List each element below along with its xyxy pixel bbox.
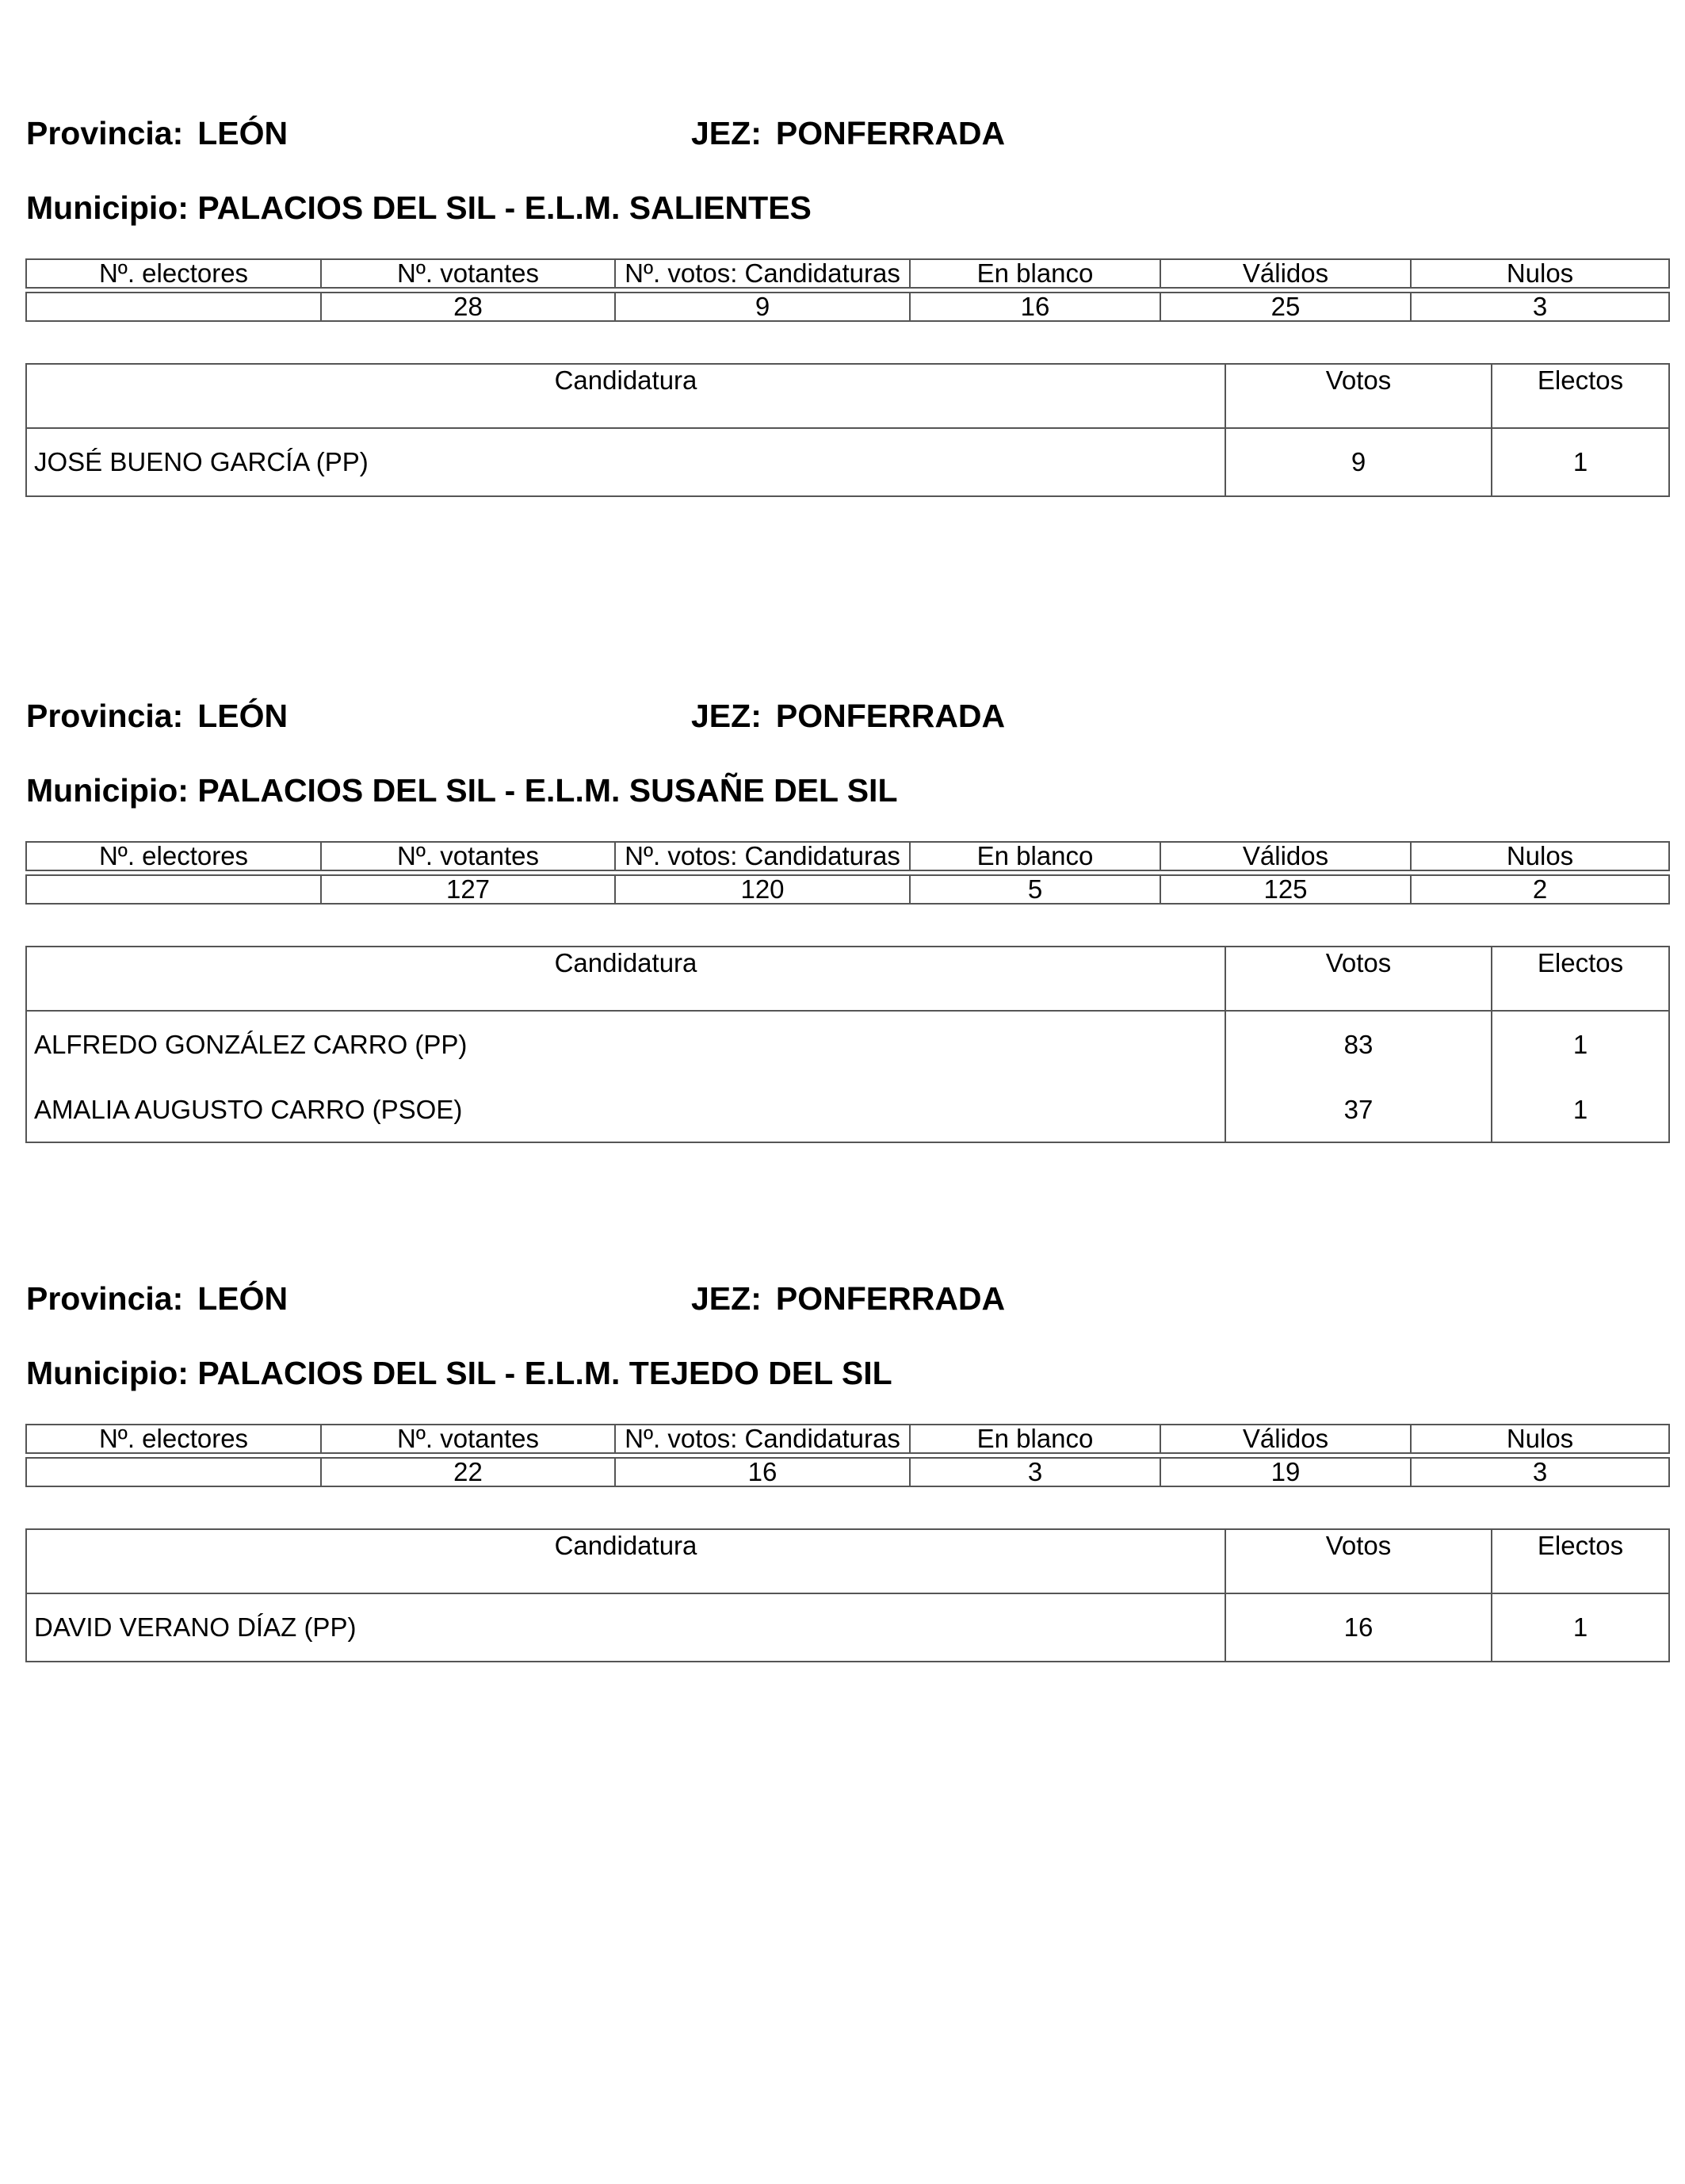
stats-header-votos-candidaturas: Nº. votos: Candidaturas <box>615 1425 910 1453</box>
stats-value-row <box>26 1458 1669 1486</box>
stats-value-nulos: 3 <box>1411 1458 1669 1486</box>
stats-header-en-blanco: En blanco <box>910 842 1160 870</box>
candidate-electos: 1 <box>1492 1078 1669 1142</box>
candidate-name: ALFREDO GONZÁLEZ CARRO (PP) <box>26 1011 1225 1078</box>
jez-value: PONFERRADA <box>775 115 1006 151</box>
results-section-2 <box>0 583 1685 1124</box>
candidates-header-row <box>26 947 1669 1011</box>
municipio-line <box>26 189 812 227</box>
stats-header-votantes: Nº. votantes <box>321 842 615 870</box>
municipio-label: Municipio: <box>26 772 189 809</box>
stats-header-electores: Nº. electores <box>26 259 321 288</box>
stats-header-en-blanco: En blanco <box>910 259 1160 288</box>
stats-value-en-blanco: 3 <box>910 1458 1160 1486</box>
municipio-line <box>26 1354 892 1392</box>
candidates-header-votos: Votos <box>1225 364 1492 428</box>
candidate-name: DAVID VERANO DÍAZ (PP) <box>26 1593 1225 1662</box>
stats-header-nulos: Nulos <box>1411 259 1669 288</box>
candidate-votos: 9 <box>1225 428 1492 496</box>
candidate-name: JOSÉ BUENO GARCÍA (PP) <box>26 428 1225 496</box>
stats-value-votantes: 28 <box>321 293 615 321</box>
results-section-1 <box>0 0 1685 507</box>
provincia-label: Provincia: <box>26 698 184 734</box>
provincia-line <box>26 1279 288 1318</box>
candidate-electos: 1 <box>1492 428 1669 496</box>
stats-table <box>25 841 1670 905</box>
stats-header-row <box>26 259 1669 288</box>
candidate-row <box>26 1593 1669 1662</box>
candidates-header-votos: Votos <box>1225 947 1492 1011</box>
candidates-header-candidatura: Candidatura <box>26 947 1225 1011</box>
stats-value-validos: 19 <box>1160 1458 1411 1486</box>
jez-value: PONFERRADA <box>775 698 1006 734</box>
stats-value-electores <box>26 1458 321 1486</box>
municipio-line <box>26 771 898 809</box>
provincia-line <box>26 697 288 735</box>
stats-table <box>25 258 1670 322</box>
stats-value-votos-candidaturas: 9 <box>615 293 910 321</box>
stats-header-votantes: Nº. votantes <box>321 1425 615 1453</box>
candidates-header-electos: Electos <box>1492 364 1669 428</box>
stats-header-nulos: Nulos <box>1411 1425 1669 1453</box>
candidate-row <box>26 428 1669 496</box>
stats-header-nulos: Nulos <box>1411 842 1669 870</box>
stats-value-en-blanco: 5 <box>910 875 1160 904</box>
municipio-value: PALACIOS DEL SIL - E.L.M. SUSAÑE DEL SIL <box>197 772 898 809</box>
candidates-table <box>25 363 1670 497</box>
candidates-header-electos: Electos <box>1492 1529 1669 1593</box>
candidates-header-row <box>26 364 1669 428</box>
stats-value-row <box>26 875 1669 904</box>
candidates-header-candidatura: Candidatura <box>26 1529 1225 1593</box>
stats-value-row <box>26 293 1669 321</box>
jez-label: JEZ: <box>691 698 762 734</box>
stats-value-en-blanco: 16 <box>910 293 1160 321</box>
stats-header-validos: Válidos <box>1160 842 1411 870</box>
provincia-line <box>26 114 288 152</box>
provincia-label: Provincia: <box>26 115 184 151</box>
stats-header-en-blanco: En blanco <box>910 1425 1160 1453</box>
stats-header-row <box>26 1425 1669 1453</box>
municipio-label: Municipio: <box>26 189 189 226</box>
candidate-votos: 16 <box>1225 1593 1492 1662</box>
stats-value-votantes: 127 <box>321 875 615 904</box>
municipio-label: Municipio: <box>26 1355 189 1391</box>
candidates-header-candidatura: Candidatura <box>26 364 1225 428</box>
candidate-electos: 1 <box>1492 1593 1669 1662</box>
candidate-electos: 1 <box>1492 1011 1669 1078</box>
candidate-name: AMALIA AUGUSTO CARRO (PSOE) <box>26 1078 1225 1142</box>
stats-value-nulos: 2 <box>1411 875 1669 904</box>
provincia-value: LEÓN <box>197 115 288 151</box>
provincia-label: Provincia: <box>26 1280 184 1317</box>
stats-value-validos: 125 <box>1160 875 1411 904</box>
stats-header-votos-candidaturas: Nº. votos: Candidaturas <box>615 259 910 288</box>
jez-label: JEZ: <box>691 1280 762 1317</box>
stats-value-electores <box>26 293 321 321</box>
candidates-header-votos: Votos <box>1225 1529 1492 1593</box>
municipio-value: PALACIOS DEL SIL - E.L.M. TEJEDO DEL SIL <box>197 1355 892 1391</box>
stats-value-nulos: 3 <box>1411 293 1669 321</box>
candidate-votos: 37 <box>1225 1078 1492 1142</box>
jez-line <box>691 114 1005 152</box>
candidates-table <box>25 946 1670 1143</box>
candidates-table <box>25 1528 1670 1662</box>
stats-value-votantes: 22 <box>321 1458 615 1486</box>
candidate-row <box>26 1011 1669 1078</box>
candidates-header-electos: Electos <box>1492 947 1669 1011</box>
stats-header-validos: Válidos <box>1160 259 1411 288</box>
candidate-row <box>26 1078 1669 1142</box>
municipio-value: PALACIOS DEL SIL - E.L.M. SALIENTES <box>197 189 812 226</box>
stats-value-electores <box>26 875 321 904</box>
stats-header-row <box>26 842 1669 870</box>
stats-table <box>25 1424 1670 1487</box>
results-section-3 <box>0 1165 1685 1673</box>
stats-header-electores: Nº. electores <box>26 842 321 870</box>
jez-line <box>691 697 1005 735</box>
jez-value: PONFERRADA <box>775 1280 1006 1317</box>
stats-header-electores: Nº. electores <box>26 1425 321 1453</box>
candidate-votos: 83 <box>1225 1011 1492 1078</box>
stats-header-votos-candidaturas: Nº. votos: Candidaturas <box>615 842 910 870</box>
stats-value-votos-candidaturas: 120 <box>615 875 910 904</box>
jez-label: JEZ: <box>691 115 762 151</box>
candidates-header-row <box>26 1529 1669 1593</box>
jez-line <box>691 1279 1005 1318</box>
provincia-value: LEÓN <box>197 1280 288 1317</box>
stats-value-votos-candidaturas: 16 <box>615 1458 910 1486</box>
stats-value-validos: 25 <box>1160 293 1411 321</box>
provincia-value: LEÓN <box>197 698 288 734</box>
stats-header-validos: Válidos <box>1160 1425 1411 1453</box>
stats-header-votantes: Nº. votantes <box>321 259 615 288</box>
